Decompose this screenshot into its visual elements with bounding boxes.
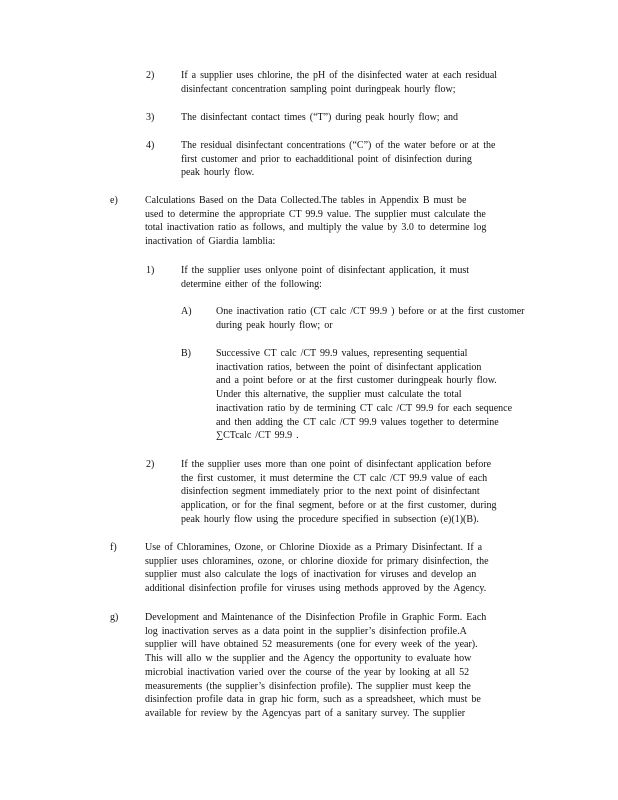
section-marker: e) [110, 195, 118, 206]
list-marker: 4) [146, 140, 155, 151]
text-line: inactivation of Giardia lamblia: [145, 236, 276, 248]
text-line: One inactivation ratio (CT calc /CT 99.9 ) before or at the first customer [216, 306, 525, 317]
text-line: disinfectant concentration sampling point duringpeak hourly flow; [181, 83, 456, 95]
text-line: This will allo w the supplier and the Agency the opportunity to evaluate how [145, 653, 472, 665]
sub-marker: A) [181, 306, 192, 317]
text-line: and a point before or at the first customer duringpeak hourly flow. [216, 375, 497, 387]
text-line: microbial inactivation varied over the course of the year by looking at all 52 [145, 666, 470, 678]
text-line: the first customer, it must determine the CT calc /CT 99.9 value of each [181, 472, 488, 484]
text-line: ∑CTcalc /CT 99.9 . [216, 430, 299, 442]
text-line: determine either of the following: [181, 278, 322, 290]
text-line: supplier uses chloramines, ozone, or chlorine dioxide for primary disinfection, the [145, 555, 489, 567]
text-line: If the supplier uses more than one point of disinfectant application before [181, 459, 492, 470]
text-line: peak hourly flow. [181, 167, 255, 179]
text-line: during peak hourly flow; or [216, 319, 333, 331]
text-line: log inactivation serves as a data point in the supplier’s disinfection profile.A [145, 625, 467, 637]
text-line: measurements (the supplier’s disinfection profile). The supplier must keep the [145, 680, 471, 692]
text-line: Successive CT calc /CT 99.9 values, representing sequential [216, 348, 468, 359]
list-marker: 3) [146, 112, 155, 123]
text-line: used to determine the appropriate CT 99.9 value. The supplier must calculate the [145, 208, 486, 220]
text-line: If a supplier uses chlorine, the pH of the disinfected water at each residual [181, 70, 498, 81]
list-item-text [181, 111, 534, 125]
text-line: Calculations Based on the Data Collected.The tables in Appendix B must be [145, 195, 467, 206]
text-line: inactivation ratios, between the point of disinfectant application [216, 361, 482, 373]
list-marker: 2) [146, 70, 155, 81]
list-item-text [181, 139, 534, 180]
text-line: Use of Chloramines, Ozone, or Chlorine Dioxide as a Primary Disinfectant. If a [145, 542, 483, 553]
section-marker: g) [110, 612, 119, 623]
section-text [145, 611, 537, 721]
list-marker: 1) [146, 265, 155, 276]
text-line: first customer and prior to eachadditional point of disinfection during [181, 153, 472, 165]
text-line: If the supplier uses onlyone point of disinfectant application, it must [181, 265, 470, 276]
text-line: available for review by the Agencyas part of a sanitary survey. The supplier [145, 707, 466, 719]
text-line: total inactivation ratio as follows, and multiply the value by 3.0 to determine log [145, 222, 487, 234]
text-line: Under this alternative, the supplier must calculate the total [216, 389, 462, 401]
text-line: additional disinfection profile for viruses using methods approved by the Agency. [145, 583, 487, 595]
text-line: and then adding the CT calc /CT 99.9 values together to determine [216, 416, 499, 428]
list-item-text [181, 69, 534, 96]
text-line: peak hourly flow using the procedure specified in subsection (e)(1)(B). [181, 513, 479, 525]
section-text [145, 194, 535, 249]
text-line: supplier will have obtained 52 measurements (one for every week of the year). [145, 639, 478, 651]
section-text [145, 541, 537, 596]
text-line: disinfection profile data in grap hic form, such as a spreadsheet, which must be [145, 694, 481, 706]
text-line: The residual disinfectant concentrations (“C”) of the water before or at the [181, 140, 496, 151]
text-line: supplier must also calculate the logs of inactivation for viruses and develop an [145, 569, 477, 581]
sub-item-text [216, 347, 534, 443]
text-line: inactivation ratio by de termining CT calc /CT 99.9 for each sequence [216, 402, 513, 414]
section-marker: f) [110, 542, 117, 553]
list-marker: 2) [146, 459, 155, 470]
text-line: application, or for the final segment, before or at the first customer, during [181, 500, 497, 512]
sub-marker: B) [181, 348, 191, 359]
list-item-text [181, 458, 536, 527]
text-line: disinfection segment immediately prior to the next point of disinfectant [181, 486, 480, 498]
sub-item-text [216, 305, 534, 332]
text-line: Development and Maintenance of the Disinfection Profile in Graphic Form. Each [145, 612, 487, 623]
list-item-text [181, 264, 511, 291]
text-line: The disinfectant contact times (“T”) during peak hourly flow; and [181, 112, 459, 123]
